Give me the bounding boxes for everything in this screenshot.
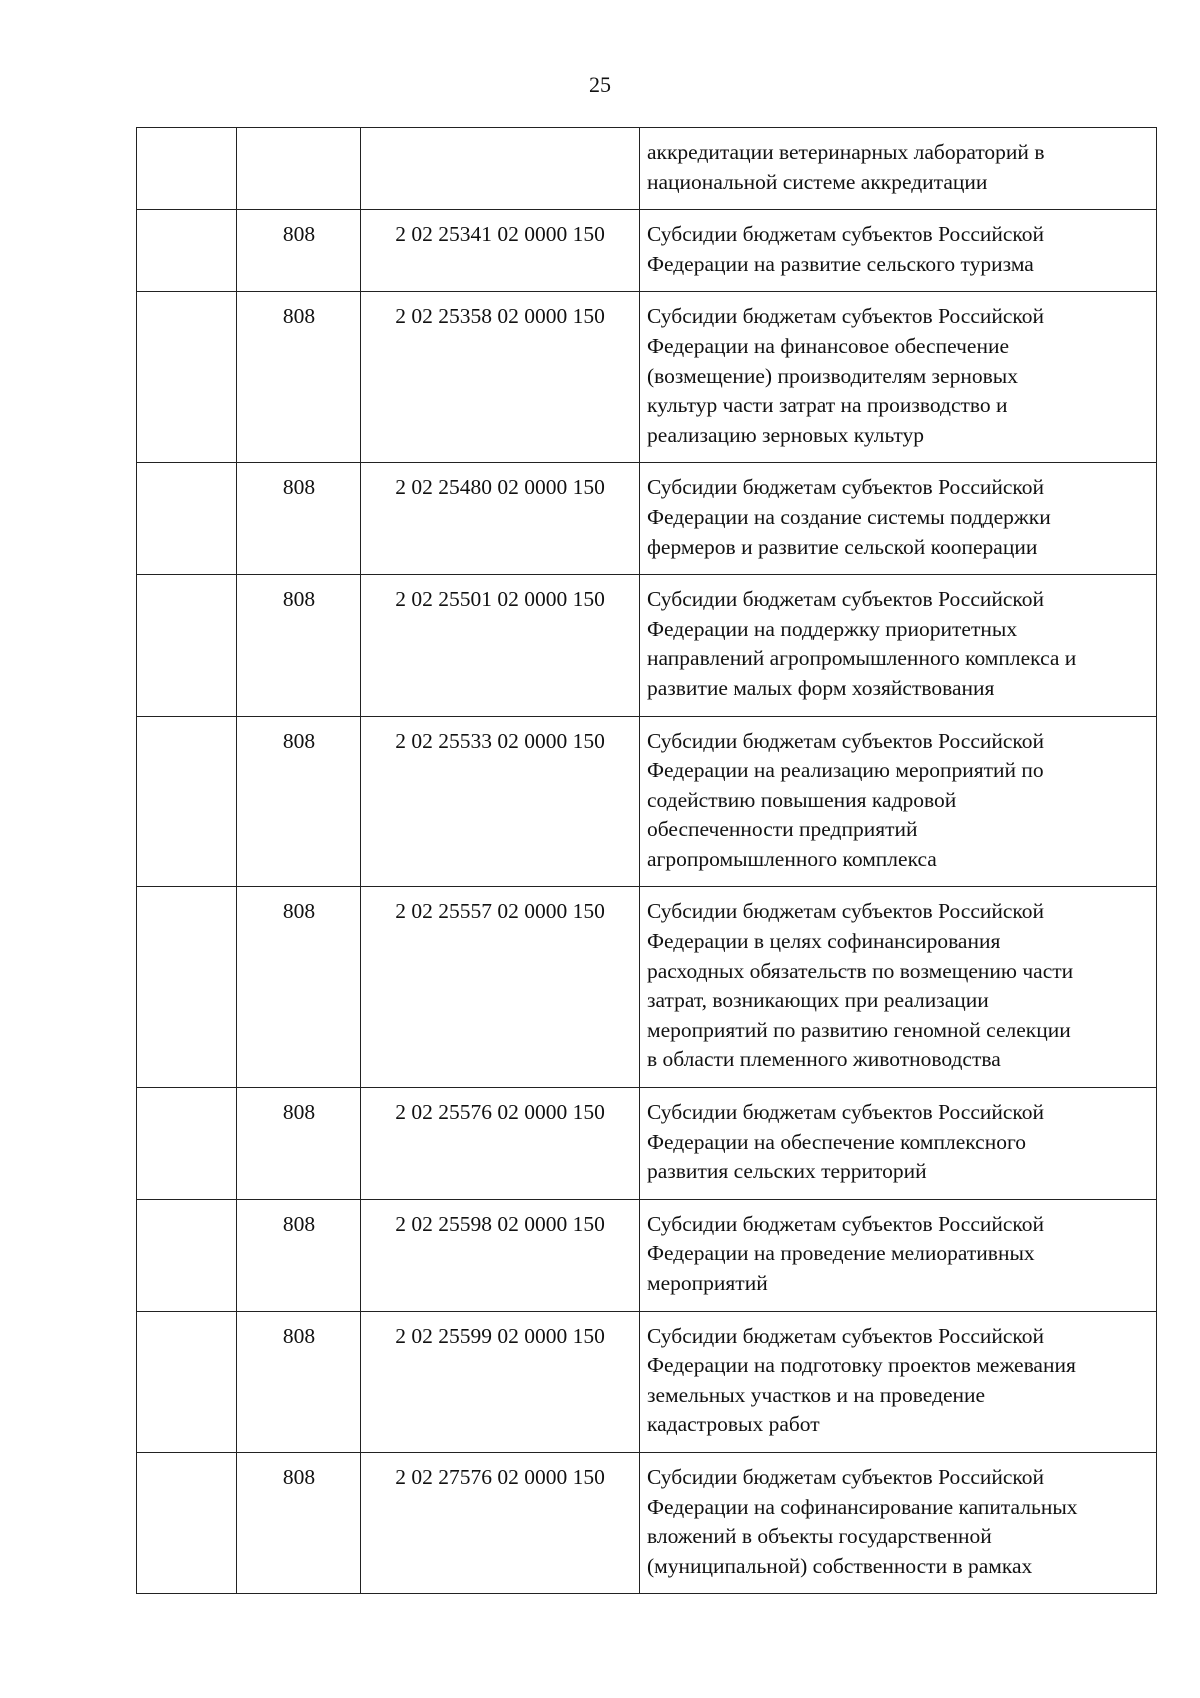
kbk-code-cell: 2 02 25341 02 0000 150 bbox=[361, 210, 640, 292]
table-row bbox=[137, 128, 1157, 210]
admin-code-cell: 808 bbox=[237, 716, 361, 887]
description-line: мероприятий bbox=[647, 1271, 768, 1295]
description-cell bbox=[640, 575, 1157, 716]
empty-group-cell bbox=[137, 128, 237, 210]
admin-code-cell bbox=[237, 128, 361, 210]
description-line: развития сельских территорий bbox=[647, 1159, 927, 1184]
table-row bbox=[137, 210, 1157, 292]
admin-code-cell: 808 bbox=[237, 1452, 361, 1593]
description-line: Субсидии бюджетам субъектов Российской bbox=[647, 1464, 1045, 1489]
description-line: затрат, возникающих при реализации bbox=[647, 988, 989, 1013]
kbk-code-cell: 2 02 25576 02 0000 150 bbox=[361, 1088, 640, 1200]
description-line: Федерации в целях софинансирования bbox=[647, 929, 1001, 954]
empty-group-cell bbox=[137, 1452, 237, 1593]
description-line: реализацию зерновых культур bbox=[647, 422, 925, 447]
kbk-code-cell: 2 02 25533 02 0000 150 bbox=[361, 716, 640, 887]
description-line: Субсидии бюджетам субъектов Российской bbox=[647, 728, 1045, 753]
table-row bbox=[137, 1199, 1157, 1311]
admin-code-cell: 808 bbox=[237, 292, 361, 463]
description-line: обеспеченности предприятий bbox=[647, 817, 918, 842]
description-line: Федерации на обеспечение комплексного bbox=[647, 1129, 1026, 1154]
empty-group-cell bbox=[137, 887, 237, 1088]
kbk-code-cell: 2 02 25599 02 0000 150 bbox=[361, 1311, 640, 1452]
table-row bbox=[137, 292, 1157, 463]
admin-code-cell: 808 bbox=[237, 1311, 361, 1452]
description-line: культур части затрат на производство и bbox=[647, 393, 1008, 418]
description-line: содействию повышения кадровой bbox=[647, 787, 957, 812]
description-cell bbox=[640, 716, 1157, 887]
table-row bbox=[137, 887, 1157, 1088]
description-line: фермеров и развитие сельской кооперации bbox=[647, 534, 1038, 559]
kbk-code-cell: 2 02 27576 02 0000 150 bbox=[361, 1452, 640, 1593]
description-line: Субсидии бюджетам субъектов Российской bbox=[647, 222, 1045, 247]
admin-code-cell: 808 bbox=[237, 887, 361, 1088]
description-line: Федерации на подготовку проектов межевания bbox=[647, 1353, 1076, 1378]
description-line: в области племенного животноводства bbox=[647, 1047, 1001, 1072]
admin-code-cell: 808 bbox=[237, 1088, 361, 1200]
table-row bbox=[137, 1088, 1157, 1200]
admin-code-cell: 808 bbox=[237, 210, 361, 292]
description-line: Федерации на развитие сельского туризма bbox=[647, 251, 1034, 276]
table-row bbox=[137, 463, 1157, 575]
description-line: вложений в объекты государственной bbox=[647, 1524, 992, 1549]
description-line: кадастровых работ bbox=[647, 1412, 820, 1437]
description-line: Федерации на финансовое обеспечение bbox=[647, 333, 1010, 358]
admin-code-cell: 808 bbox=[237, 1199, 361, 1311]
kbk-code-cell: 2 02 25480 02 0000 150 bbox=[361, 463, 640, 575]
empty-group-cell bbox=[137, 1199, 237, 1311]
description-line: Федерации на создание системы поддержки bbox=[647, 504, 1051, 529]
empty-group-cell bbox=[137, 575, 237, 716]
kbk-code-cell: 2 02 25557 02 0000 150 bbox=[361, 887, 640, 1088]
table-row bbox=[137, 716, 1157, 887]
kbk-code-cell: 2 02 25598 02 0000 150 bbox=[361, 1199, 640, 1311]
description-cell bbox=[640, 1088, 1157, 1200]
description-cell bbox=[640, 1452, 1157, 1593]
empty-group-cell bbox=[137, 1088, 237, 1200]
budget-codes-table bbox=[136, 127, 1157, 1594]
description-line: агропромышленного комплекса bbox=[647, 846, 937, 871]
description-line: расходных обязательств по возмещению части bbox=[647, 958, 1074, 983]
description-line: (возмещение) производителям зерновых bbox=[647, 363, 1018, 388]
description-line: направлений агропромышленного комплекса и bbox=[647, 646, 1077, 671]
description-line: мероприятий по развитию геномной селекции bbox=[647, 1017, 1071, 1042]
description-line: Субсидии бюджетам субъектов Российской bbox=[647, 587, 1045, 612]
description-line: развитие малых форм хозяйствования bbox=[647, 675, 995, 700]
empty-group-cell bbox=[137, 463, 237, 575]
description-cell bbox=[640, 1199, 1157, 1311]
empty-group-cell bbox=[137, 292, 237, 463]
description-line: Субсидии бюджетам субъектов Российской bbox=[647, 1323, 1045, 1348]
description-cell bbox=[640, 292, 1157, 463]
empty-group-cell bbox=[137, 1311, 237, 1452]
description-line: Субсидии бюджетам субъектов Российской bbox=[647, 475, 1045, 500]
empty-group-cell bbox=[137, 210, 237, 292]
description-cell bbox=[640, 128, 1157, 210]
description-cell bbox=[640, 463, 1157, 575]
page-number: 25 bbox=[589, 72, 611, 97]
description-line: Субсидии бюджетам субъектов Российской bbox=[647, 304, 1045, 329]
description-line: Федерации на проведение мелиоративных bbox=[647, 1241, 1035, 1266]
table-row bbox=[137, 1311, 1157, 1452]
description-line: Субсидии бюджетам субъектов Российской bbox=[647, 899, 1045, 924]
description-line: аккредитации ветеринарных лабораторий в bbox=[647, 140, 1045, 164]
empty-group-cell bbox=[137, 716, 237, 887]
kbk-code-cell bbox=[361, 128, 640, 210]
description-line: земельных участков и на проведение bbox=[647, 1382, 986, 1407]
description-cell bbox=[640, 210, 1157, 292]
kbk-code-cell: 2 02 25358 02 0000 150 bbox=[361, 292, 640, 463]
description-line: Федерации на реализацию мероприятий по bbox=[647, 758, 1044, 783]
description-line: Субсидии бюджетам субъектов Российской bbox=[647, 1100, 1045, 1125]
description-line: Субсидии бюджетам субъектов Российской bbox=[647, 1211, 1045, 1236]
description-line: Федерации на софинансирование капитальных bbox=[647, 1494, 1078, 1519]
description-cell bbox=[640, 887, 1157, 1088]
admin-code-cell: 808 bbox=[237, 463, 361, 575]
description-line: (муниципальной) собственности в рамках bbox=[647, 1553, 1033, 1578]
table-row bbox=[137, 575, 1157, 716]
description-cell bbox=[640, 1311, 1157, 1452]
table-body bbox=[137, 128, 1157, 1594]
description-line: Федерации на поддержку приоритетных bbox=[647, 616, 1018, 641]
description-line: национальной системе аккредитации bbox=[647, 169, 988, 194]
table-row bbox=[137, 1452, 1157, 1593]
admin-code-cell: 808 bbox=[237, 575, 361, 716]
kbk-code-cell: 2 02 25501 02 0000 150 bbox=[361, 575, 640, 716]
